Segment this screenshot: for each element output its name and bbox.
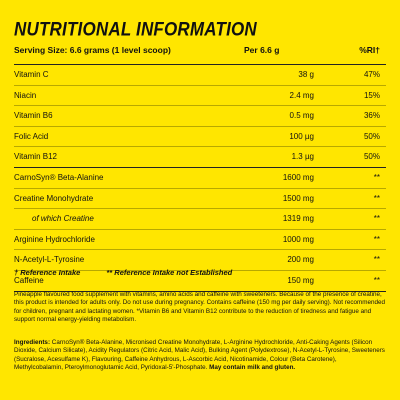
nutrient-name: Caffeine [14, 275, 44, 285]
ingredients-text: CarnoSyn® Beta-Alanine, Micronised Creatine Monohydrate, L-Arginine Hydrochloride, Anti-Caking Agents (Silicon Dioxide, Calcium Silicate), Acidity Regulators (Citric Acid, Malic Acid), Bulking Agent (Polydextrose), N-Acetyl-L-Tyrosine, Sweeteners (Sucralose, Acesulfame K), Flavouring, Caffeine Anhydrous, L-Ascorbic Acid, Nicotinamide, Colour (Beta Carotene), Methylcobalamin, Pteroylmonoglutamic Acid, Pyridoxal-5'-Phosphate. [14, 339, 385, 371]
nutrient-name: Folic Acid [14, 131, 49, 141]
nutrient-name: CarnoSyn® Beta-Alanine [14, 172, 104, 182]
ingredients-label: Ingredients: [14, 339, 51, 346]
nutrient-ri: 47% [363, 70, 380, 79]
per-serving-header: Per 6.6 g [244, 45, 280, 55]
nutrient-ri: 36% [363, 111, 380, 121]
nutrient-name: Niacin [14, 90, 37, 100]
nutrient-ri: ** [373, 193, 380, 203]
nutrient-amount: 1500 mg [282, 193, 314, 203]
allergen-warning: May contain milk and gluten. [209, 363, 296, 371]
table-row [14, 147, 386, 168]
serving-size-label: Serving Size: 6.6 grams (1 level scoop) [14, 45, 171, 55]
nutrient-amount: 1.3 µg [291, 152, 314, 162]
ri-header: %RI† [359, 45, 380, 55]
reference-intake-note: † Reference Intake [14, 268, 81, 277]
nutrient-amount: 150 mg [287, 275, 314, 285]
nutrient-amount: 38 g [298, 70, 314, 79]
nutrient-ri: ** [373, 234, 380, 244]
footnotes [14, 268, 386, 277]
table-row [14, 168, 386, 189]
nutrient-amount: 200 mg [287, 255, 314, 265]
nutrient-ri: 50% [363, 152, 380, 162]
nutrient-amount: 1319 mg [282, 214, 314, 224]
nutrient-ri: ** [373, 275, 380, 285]
table-row [14, 127, 386, 148]
nutrient-amount: 1600 mg [282, 172, 314, 182]
nutrient-name: Vitamin B6 [14, 111, 53, 121]
table-row [14, 230, 386, 251]
nutrient-name: Vitamin B12 [14, 152, 57, 162]
table-row [14, 106, 386, 127]
nutrient-name: Arginine Hydrochloride [14, 234, 95, 244]
nutrient-ri: 50% [363, 131, 380, 141]
nutrient-name: N-Acetyl-L-Tyrosine [14, 255, 85, 265]
table-row [14, 209, 386, 230]
nutrient-ri: ** [373, 255, 380, 265]
nutrient-name: of which Creatine [32, 214, 94, 224]
nutrient-amount: 100 µg [289, 131, 314, 141]
nutrient-ri: 15% [363, 90, 380, 100]
product-description: Pineapple flavoured food supplement with vitamins, amino acids and caffeine with sweeteners. Because of the presence of creatine, this product is intended for adults only. Do not use during pregnancy. Contains caffeine (150 mg per daily serving). Not recommended for children, pregnant and lactating women. *Vitamin B6 and Vitamin B12 contribute to the reduction of tiredness and fatigue and support normal energy-yielding metabolism. [14, 291, 386, 323]
nutrient-amount: 1000 mg [282, 234, 314, 244]
not-established-note: ** Reference Intake not Established [106, 268, 233, 277]
nutrient-name: Vitamin C [14, 70, 49, 79]
nutrient-amount: 0.5 mg [289, 111, 314, 121]
nutrient-name: Creatine Monohydrate [14, 193, 94, 203]
ingredients-block [14, 339, 386, 372]
table-row [14, 65, 386, 86]
page-title: NUTRITIONAL INFORMATION [14, 18, 257, 40]
nutrition-table [14, 42, 386, 292]
table-header [14, 42, 386, 65]
nutrient-amount: 2.4 mg [289, 90, 314, 100]
table-row [14, 189, 386, 210]
nutrient-ri: ** [373, 172, 380, 182]
nutrient-ri: ** [373, 214, 380, 224]
table-row [14, 86, 386, 107]
